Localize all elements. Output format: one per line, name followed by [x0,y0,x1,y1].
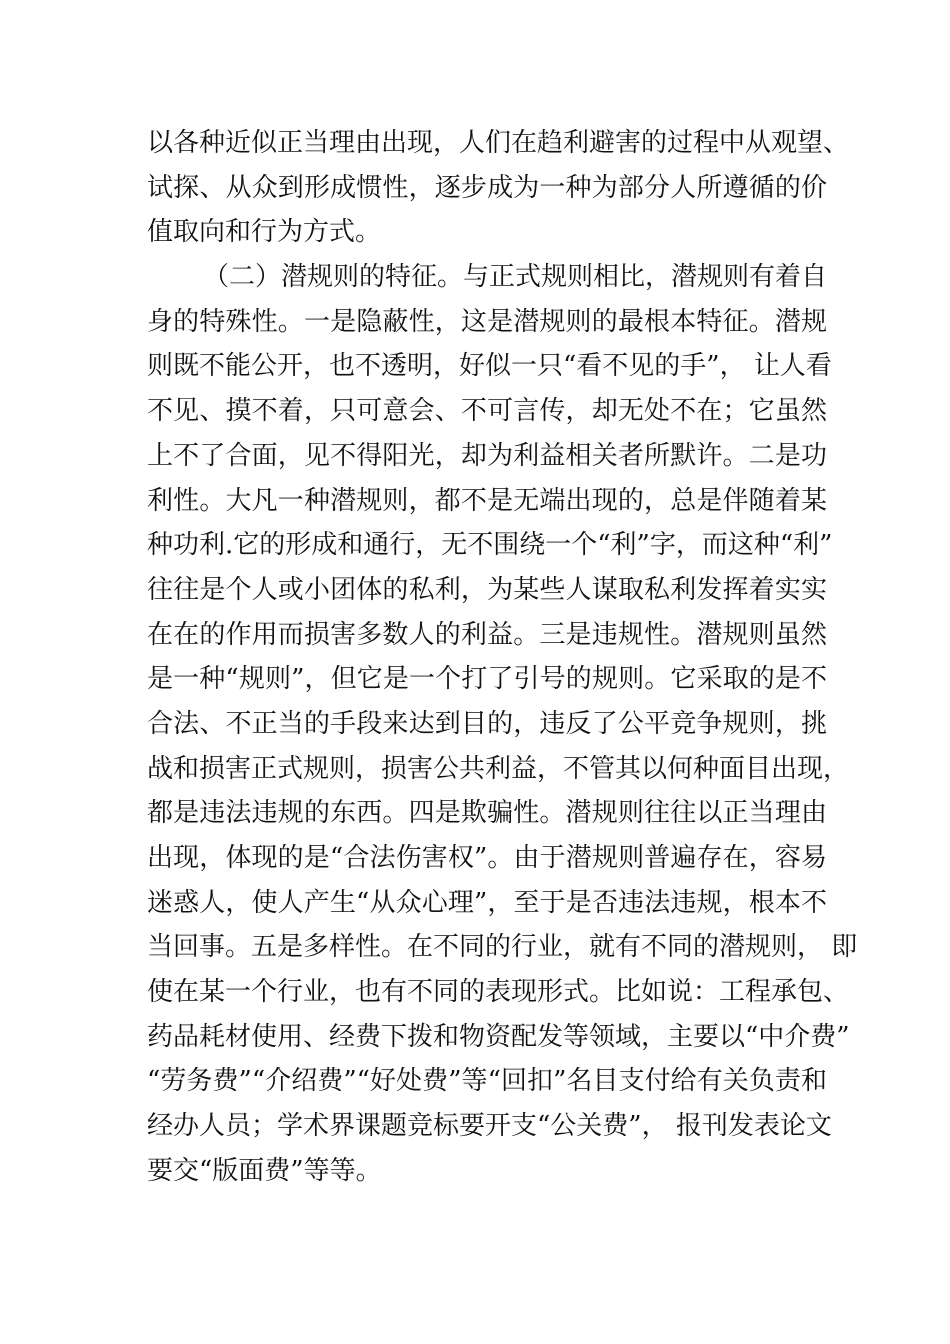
text-line: 迷惑人，使人产生“从众心理”，至于是否违法违规，根本不 [147,887,827,918]
text-line: 都是违法违规的东西。四是欺骗性。潜规则往往以正当理由 [147,798,827,829]
text-line: 以各种近似正当理由出现，人们在趋利避害的过程中从观望、 [147,128,850,158]
section-heading-line: （二）潜规则的特征。与正式规则相比，潜规则有着自 [203,262,828,293]
text-line: 战和损害正式规则，损害公共利益，不管其以何种面目出现， [147,753,850,784]
text-line: 要交“版面费”等等。 [147,1155,382,1186]
text-line: 不见、摸不着，只可意会、不可言传，却无处不在；它虽然 [147,396,827,427]
body-text [147,121,858,1194]
text-line: 身的特殊性。一是隐蔽性，这是潜规则的最根本特征。潜规 [147,306,827,337]
text-line: 使在某一个行业，也有不同的表现形式。比如说：工程承包、 [147,977,850,1008]
text-line: 药品耗材使用、经费下拨和物资配发等领域，主要以“中介费” [147,1021,850,1052]
text-line: 经办人员；学术界课题竞标要开支“公关费”， 报刊发表论文 [147,1111,832,1142]
text-line: 利性。大凡一种潜规则，都不是无端出现的，总是伴随着某 [147,485,827,516]
text-line: “劳务费”“介绍费”“好处费”等“回扣”名目支付给有关负责和 [147,1066,827,1097]
text-line: 则既不能公开，也不透明，好似一只“看不见的手”， 让人看 [147,351,832,382]
text-line: 值取向和行为方式。 [147,217,382,248]
text-line: 合法、不正当的手段来达到目的，违反了公平竞争规则，挑 [147,708,827,739]
text-line: 出现，体现的是“合法伤害权”。由于潜规则普遍存在，容易 [147,843,827,873]
text-line: 是一种“规则”，但它是一个打了引号的规则。它采取的是不 [147,664,827,695]
text-line: 种功利.它的形成和通行，无不围绕一个“利”字，而这种“利” [147,530,833,561]
text-line: 当回事。五是多样性。在不同的行业，就有不同的潜规则， 即 [147,932,858,963]
text-line: 试探、从众到形成惯性，逐步成为一种为部分人所遵循的价 [147,172,827,203]
text-line: 上不了合面，见不得阳光，却为利益相关者所默许。二是功 [147,440,827,471]
text-line: 在在的作用而损害多数人的利益。三是违规性。潜规则虽然 [147,619,827,650]
text-line: 往往是个人或小团体的私利，为某些人谋取私利发挥着实实 [147,574,827,605]
